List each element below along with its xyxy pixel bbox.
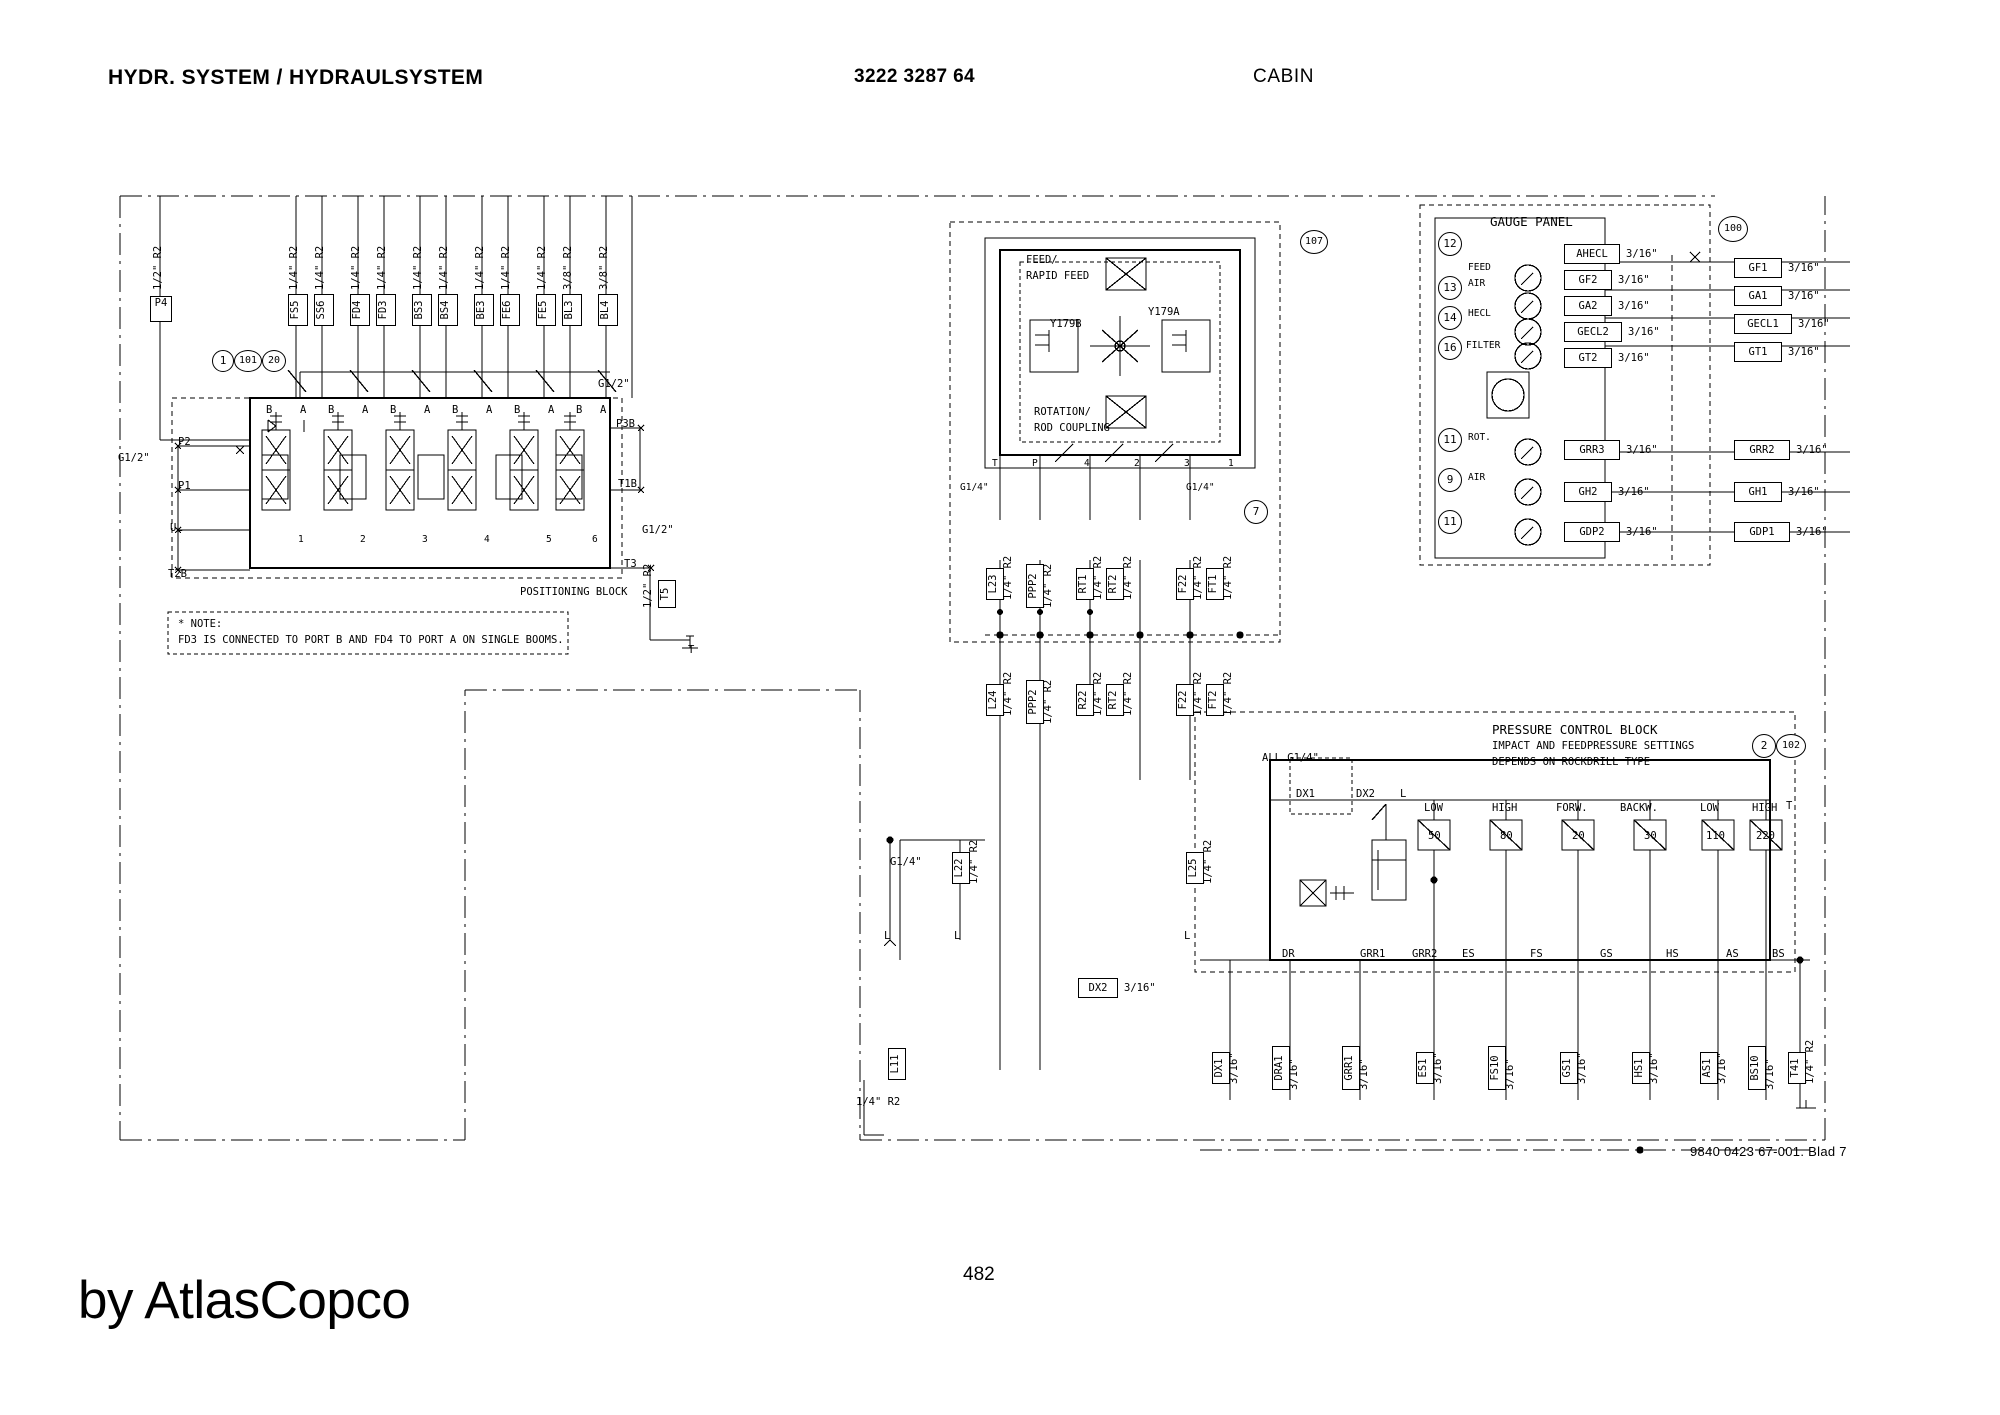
tag-rt2-lower: RT2	[1106, 684, 1124, 716]
solenoid-label-y179b: Y179B	[1050, 318, 1082, 330]
section-label-1: 1	[298, 534, 304, 545]
bottom-port-bs: BS	[1772, 948, 1785, 960]
tag-rt2: RT2	[1106, 568, 1124, 600]
tag-dx1-out: DX1	[1212, 1052, 1230, 1084]
port-size-center-right: G1/4"	[1186, 482, 1215, 493]
port-num-2: 2	[1134, 458, 1140, 469]
tag-ga1: GA1	[1734, 286, 1782, 306]
bottom-port-dr: DR	[1282, 948, 1295, 960]
port-num-1: 1	[1228, 458, 1234, 469]
port-l-top: L	[1400, 788, 1407, 800]
port-t2b: T2B	[168, 568, 187, 580]
gauge-circle-14: 14	[1438, 306, 1462, 330]
valve-label-backw: BACKW.	[1620, 802, 1658, 814]
bottom-port-gs: GS	[1600, 948, 1613, 960]
tag-rt1: RT1	[1076, 568, 1094, 600]
size-ppp2-lower: 1/4" R2	[1042, 679, 1054, 724]
port-num-3: 3	[1184, 458, 1190, 469]
tag-dx2: DX2	[1078, 978, 1118, 998]
bottom-port-hs: HS	[1666, 948, 1679, 960]
t5-size: 1/2" R2	[642, 563, 654, 608]
tag-gdp2: GDP2	[1564, 522, 1620, 542]
size-gecl1: 3/16"	[1798, 318, 1830, 330]
tag-l25: L25	[1186, 852, 1204, 884]
size-ga2: 3/16"	[1618, 300, 1650, 312]
ab-label-8: B	[514, 404, 521, 416]
ab-label-3: A	[362, 404, 369, 416]
ab-label-1: A	[300, 404, 307, 416]
all-port-size: ALL G1/4"	[1262, 752, 1319, 764]
tag-fs10: FS10	[1488, 1046, 1506, 1090]
tag-r22: R22	[1076, 684, 1094, 716]
valve-setting-20: 20	[1572, 830, 1585, 842]
l-label-1: L	[884, 930, 891, 942]
section-label-2: 2	[360, 534, 366, 545]
section-label-6: 6	[592, 534, 598, 545]
size-l11: 1/4" R2	[856, 1096, 901, 1108]
size-gdp2: 3/16"	[1626, 526, 1658, 538]
size-gdp1: 3/16"	[1796, 526, 1828, 538]
tag-gf1: GF1	[1734, 258, 1782, 278]
size-r22: 1/4" R2	[1092, 671, 1104, 716]
bottom-port-grr2: GRR2	[1412, 948, 1438, 960]
size-bs10: 3/16"	[1764, 1058, 1776, 1090]
solenoid-label-y179a: Y179A	[1148, 306, 1180, 318]
port-dx2-top: DX2	[1356, 788, 1375, 800]
bottom-port-es: ES	[1462, 948, 1475, 960]
section-label-4: 4	[484, 534, 490, 545]
gauge-circle-11a: 11	[1438, 428, 1462, 452]
valve-label-high-2: HIGH	[1752, 802, 1778, 814]
gauge-label-rot: ROT.	[1468, 432, 1491, 443]
tag-gecl1: GECL1	[1734, 314, 1792, 334]
port-size-be3: 1/4" R2	[474, 245, 486, 290]
tag-f22-lower: F22	[1176, 684, 1194, 716]
valve-label-low-2: LOW	[1700, 802, 1719, 814]
gauge-circle-13: 13	[1438, 276, 1462, 300]
port-num-4: 4	[1084, 458, 1090, 469]
port-size-bs3: 1/4" R2	[412, 245, 424, 290]
gauge-panel-title: GAUGE PANEL	[1490, 214, 1573, 229]
valve-label-forw: FORW.	[1556, 802, 1588, 814]
size-l23: 1/4" R2	[1002, 555, 1014, 600]
document-number: 3222 3287 64	[854, 66, 976, 87]
ab-label-4: B	[390, 404, 397, 416]
port-size-g12-bottom: G1/2"	[642, 524, 674, 536]
tag-f22: F22	[1176, 568, 1194, 600]
tag-fd4: FD4	[350, 294, 370, 326]
item-circle-1: 1	[212, 350, 234, 372]
tag-gh1: GH1	[1734, 482, 1782, 502]
tag-bs4: BS4	[438, 294, 458, 326]
tag-ga2: GA2	[1564, 296, 1612, 316]
port-size-g12-left: G1/2"	[118, 452, 150, 464]
item-circle-102: 102	[1776, 734, 1806, 758]
tag-gs1: GS1	[1560, 1052, 1578, 1084]
bottom-port-as: AS	[1726, 948, 1739, 960]
tag-be3: BE3	[474, 294, 494, 326]
tag-dra1: DRA1	[1272, 1046, 1290, 1090]
tag-ss6: SS6	[314, 294, 334, 326]
port-size-fd3: 1/4" R2	[376, 245, 388, 290]
tag-t5: T5	[658, 580, 676, 608]
gauge-circle-11b: 11	[1438, 510, 1462, 534]
size-gh1: 3/16"	[1788, 486, 1820, 498]
port-size-ss6: 1/4" R2	[314, 245, 326, 290]
size-rt2: 1/4" R2	[1122, 555, 1134, 600]
size-es1: 3/16"	[1432, 1052, 1444, 1084]
size-grr1-out: 3/16"	[1358, 1058, 1370, 1090]
port-t-top: T	[1786, 800, 1793, 812]
ab-label-2: B	[328, 404, 335, 416]
tag-bs3: BS3	[412, 294, 432, 326]
item-circle-2: 2	[1752, 734, 1776, 758]
size-dx1-out: 3/16"	[1228, 1052, 1240, 1084]
port-size-g12-top: G1/2"	[598, 378, 630, 390]
size-f22-lower: 1/4" R2	[1192, 671, 1204, 716]
port-t1b: T1B	[618, 478, 637, 490]
item-circle-7: 7	[1244, 500, 1268, 524]
tag-t41: T41	[1788, 1052, 1806, 1084]
tag-grr1-out: GRR1	[1342, 1046, 1360, 1090]
size-gt2: 3/16"	[1618, 352, 1650, 364]
pressure-block-subtitle-2: DEPENDS ON ROCKDRILL TYPE	[1492, 756, 1651, 768]
size-ft1: 1/4" R2	[1222, 555, 1234, 600]
tag-gdp1: GDP1	[1734, 522, 1790, 542]
item-circle-100: 100	[1718, 216, 1748, 242]
port-size-p4: 1/2" R2	[152, 245, 164, 290]
ab-label-9: A	[548, 404, 555, 416]
valve-setting-30: 30	[1644, 830, 1657, 842]
port-dx1: DX1	[1296, 788, 1315, 800]
tag-hs1: HS1	[1632, 1052, 1650, 1084]
tag-bs10: BS10	[1748, 1046, 1766, 1090]
gauge-label-air2: AIR	[1468, 472, 1486, 483]
tag-fe5: FE5	[536, 294, 556, 326]
port-p2: P2	[178, 436, 191, 448]
port-t3: T3	[624, 558, 637, 570]
positioning-block-label: POSITIONING BLOCK	[520, 586, 628, 598]
valve-setting-80: 80	[1500, 830, 1513, 842]
bottom-port-grr1: GRR1	[1360, 948, 1386, 960]
tag-as1: AS1	[1700, 1052, 1718, 1084]
feed-subtitle-1: ROTATION/	[1034, 406, 1091, 418]
brand-logo-text: by AtlasCopco	[78, 1271, 411, 1330]
port-size-fe6: 1/4" R2	[500, 245, 512, 290]
valve-label-high-1: HIGH	[1492, 802, 1518, 814]
tag-gh2: GH2	[1564, 482, 1612, 502]
tag-l23: L23	[986, 568, 1004, 600]
size-ppp2: 1/4" R2	[1042, 563, 1054, 608]
valve-label-low-1: LOW	[1424, 802, 1443, 814]
gauge-label-hecl: HECL	[1468, 308, 1491, 319]
size-f22: 1/4" R2	[1192, 555, 1204, 600]
page-title: HYDR. SYSTEM / HYDRAULSYSTEM	[108, 66, 484, 89]
l-label-2: L	[954, 930, 961, 942]
tank-symbol-label: T	[688, 644, 695, 656]
tag-p4: P4	[150, 296, 172, 322]
pressure-block-title: PRESSURE CONTROL BLOCK	[1492, 722, 1658, 737]
bottom-port-fs: FS	[1530, 948, 1543, 960]
section-label-5: 5	[546, 534, 552, 545]
item-circle-20: 20	[262, 350, 286, 372]
tag-ppp2: PPP2	[1026, 564, 1044, 608]
port-size-fs5: 1/4" R2	[288, 245, 300, 290]
ab-label-10: B	[576, 404, 583, 416]
size-ga1: 3/16"	[1788, 290, 1820, 302]
gauge-label-air: AIR	[1468, 278, 1486, 289]
item-circle-101: 101	[234, 350, 262, 372]
size-gf1: 3/16"	[1788, 262, 1820, 274]
size-dx2: 3/16"	[1124, 982, 1156, 994]
size-as1: 3/16"	[1716, 1052, 1728, 1084]
port-size-fe5: 1/4" R2	[536, 245, 548, 290]
note-title: * NOTE:	[178, 618, 223, 630]
section-label: CABIN	[1253, 66, 1315, 87]
tag-fs5: FS5	[288, 294, 308, 326]
port-size-bs4: 1/4" R2	[438, 245, 450, 290]
size-gf2: 3/16"	[1618, 274, 1650, 286]
port-size-center-left: G1/4"	[960, 482, 989, 493]
port-size-bl3: 3/8" R2	[562, 245, 574, 290]
tag-l22: L22	[952, 852, 970, 884]
gauge-label-filter: FILTER	[1466, 340, 1501, 351]
size-hs1: 3/16"	[1648, 1052, 1660, 1084]
size-l25: 1/4" R2	[1202, 839, 1214, 884]
size-rt2-lower: 1/4" R2	[1122, 671, 1134, 716]
feed-title-2: RAPID FEED	[1026, 270, 1090, 282]
size-dra1: 3/16"	[1288, 1058, 1300, 1090]
ab-label-0: B	[266, 404, 273, 416]
feed-subtitle-2: ROD COUPLING	[1034, 422, 1110, 434]
port-ul: UL	[170, 522, 183, 534]
tag-gt1: GT1	[1734, 342, 1782, 362]
size-grr2: 3/16"	[1796, 444, 1828, 456]
pressure-block-subtitle-1: IMPACT AND FEEDPRESSURE SETTINGS	[1492, 740, 1695, 752]
size-l22: 1/4" R2	[968, 839, 980, 884]
ab-label-5: A	[424, 404, 431, 416]
section-label-3: 3	[422, 534, 428, 545]
size-fs10: 3/16"	[1504, 1058, 1516, 1090]
drawing-reference: 9840 0423 67-001. Blad 7	[1690, 1144, 1847, 1159]
gauge-circle-9: 9	[1438, 468, 1462, 492]
size-gh2: 3/16"	[1618, 486, 1650, 498]
size-gt1: 3/16"	[1788, 346, 1820, 358]
tag-ft2: FT2	[1206, 684, 1224, 716]
port-size-bl4: 3/8" R2	[598, 245, 610, 290]
ab-label-7: A	[486, 404, 493, 416]
port-num-p: P	[1032, 458, 1038, 469]
port-size-fd4: 1/4" R2	[350, 245, 362, 290]
size-t41: 1/4" R2	[1804, 1039, 1816, 1084]
valve-setting-50: 50	[1428, 830, 1441, 842]
ab-label-11: A	[600, 404, 607, 416]
l-label-3: L	[1184, 930, 1191, 942]
tag-fd3: FD3	[376, 294, 396, 326]
tag-grr3: GRR3	[1564, 440, 1620, 460]
tag-es1: ES1	[1416, 1052, 1434, 1084]
tag-gecl2: GECL2	[1564, 322, 1622, 342]
tag-l11: L11	[888, 1048, 906, 1080]
size-gs1: 3/16"	[1576, 1052, 1588, 1084]
tag-gt2: GT2	[1564, 348, 1612, 368]
valve-setting-220: 220	[1756, 830, 1775, 842]
item-circle-107: 107	[1300, 230, 1328, 254]
feed-title-1: FEED/	[1026, 254, 1058, 266]
port-p1: P1	[178, 480, 191, 492]
gauge-label-feed: FEED	[1468, 262, 1491, 273]
port-num-t: T	[992, 458, 998, 469]
gauge-circle-16: 16	[1438, 336, 1462, 360]
tag-fe6: FE6	[500, 294, 520, 326]
size-rt1: 1/4" R2	[1092, 555, 1104, 600]
gauge-circle-12: 12	[1438, 232, 1462, 256]
valve-setting-110: 110	[1706, 830, 1725, 842]
note-text: FD3 IS CONNECTED TO PORT B AND FD4 TO PORT A ON SINGLE BOOMS.	[178, 634, 564, 646]
tag-bl3: BL3	[562, 294, 582, 326]
size-l24: 1/4" R2	[1002, 671, 1014, 716]
tag-l24: L24	[986, 684, 1004, 716]
tag-ahecl: AHECL	[1564, 244, 1620, 264]
tag-ppp2-lower: PPP2	[1026, 680, 1044, 724]
port-size-l22: G1/4"	[890, 856, 922, 868]
tag-grr2: GRR2	[1734, 440, 1790, 460]
size-ahecl: 3/16"	[1626, 248, 1658, 260]
size-ft2: 1/4" R2	[1222, 671, 1234, 716]
tag-gf2: GF2	[1564, 270, 1612, 290]
tag-ft1: FT1	[1206, 568, 1224, 600]
ab-label-6: B	[452, 404, 459, 416]
port-p3b: P3B	[616, 418, 635, 430]
size-grr3: 3/16"	[1626, 444, 1658, 456]
tag-bl4: BL4	[598, 294, 618, 326]
size-gecl2: 3/16"	[1628, 326, 1660, 338]
page-number: 482	[963, 1264, 995, 1285]
